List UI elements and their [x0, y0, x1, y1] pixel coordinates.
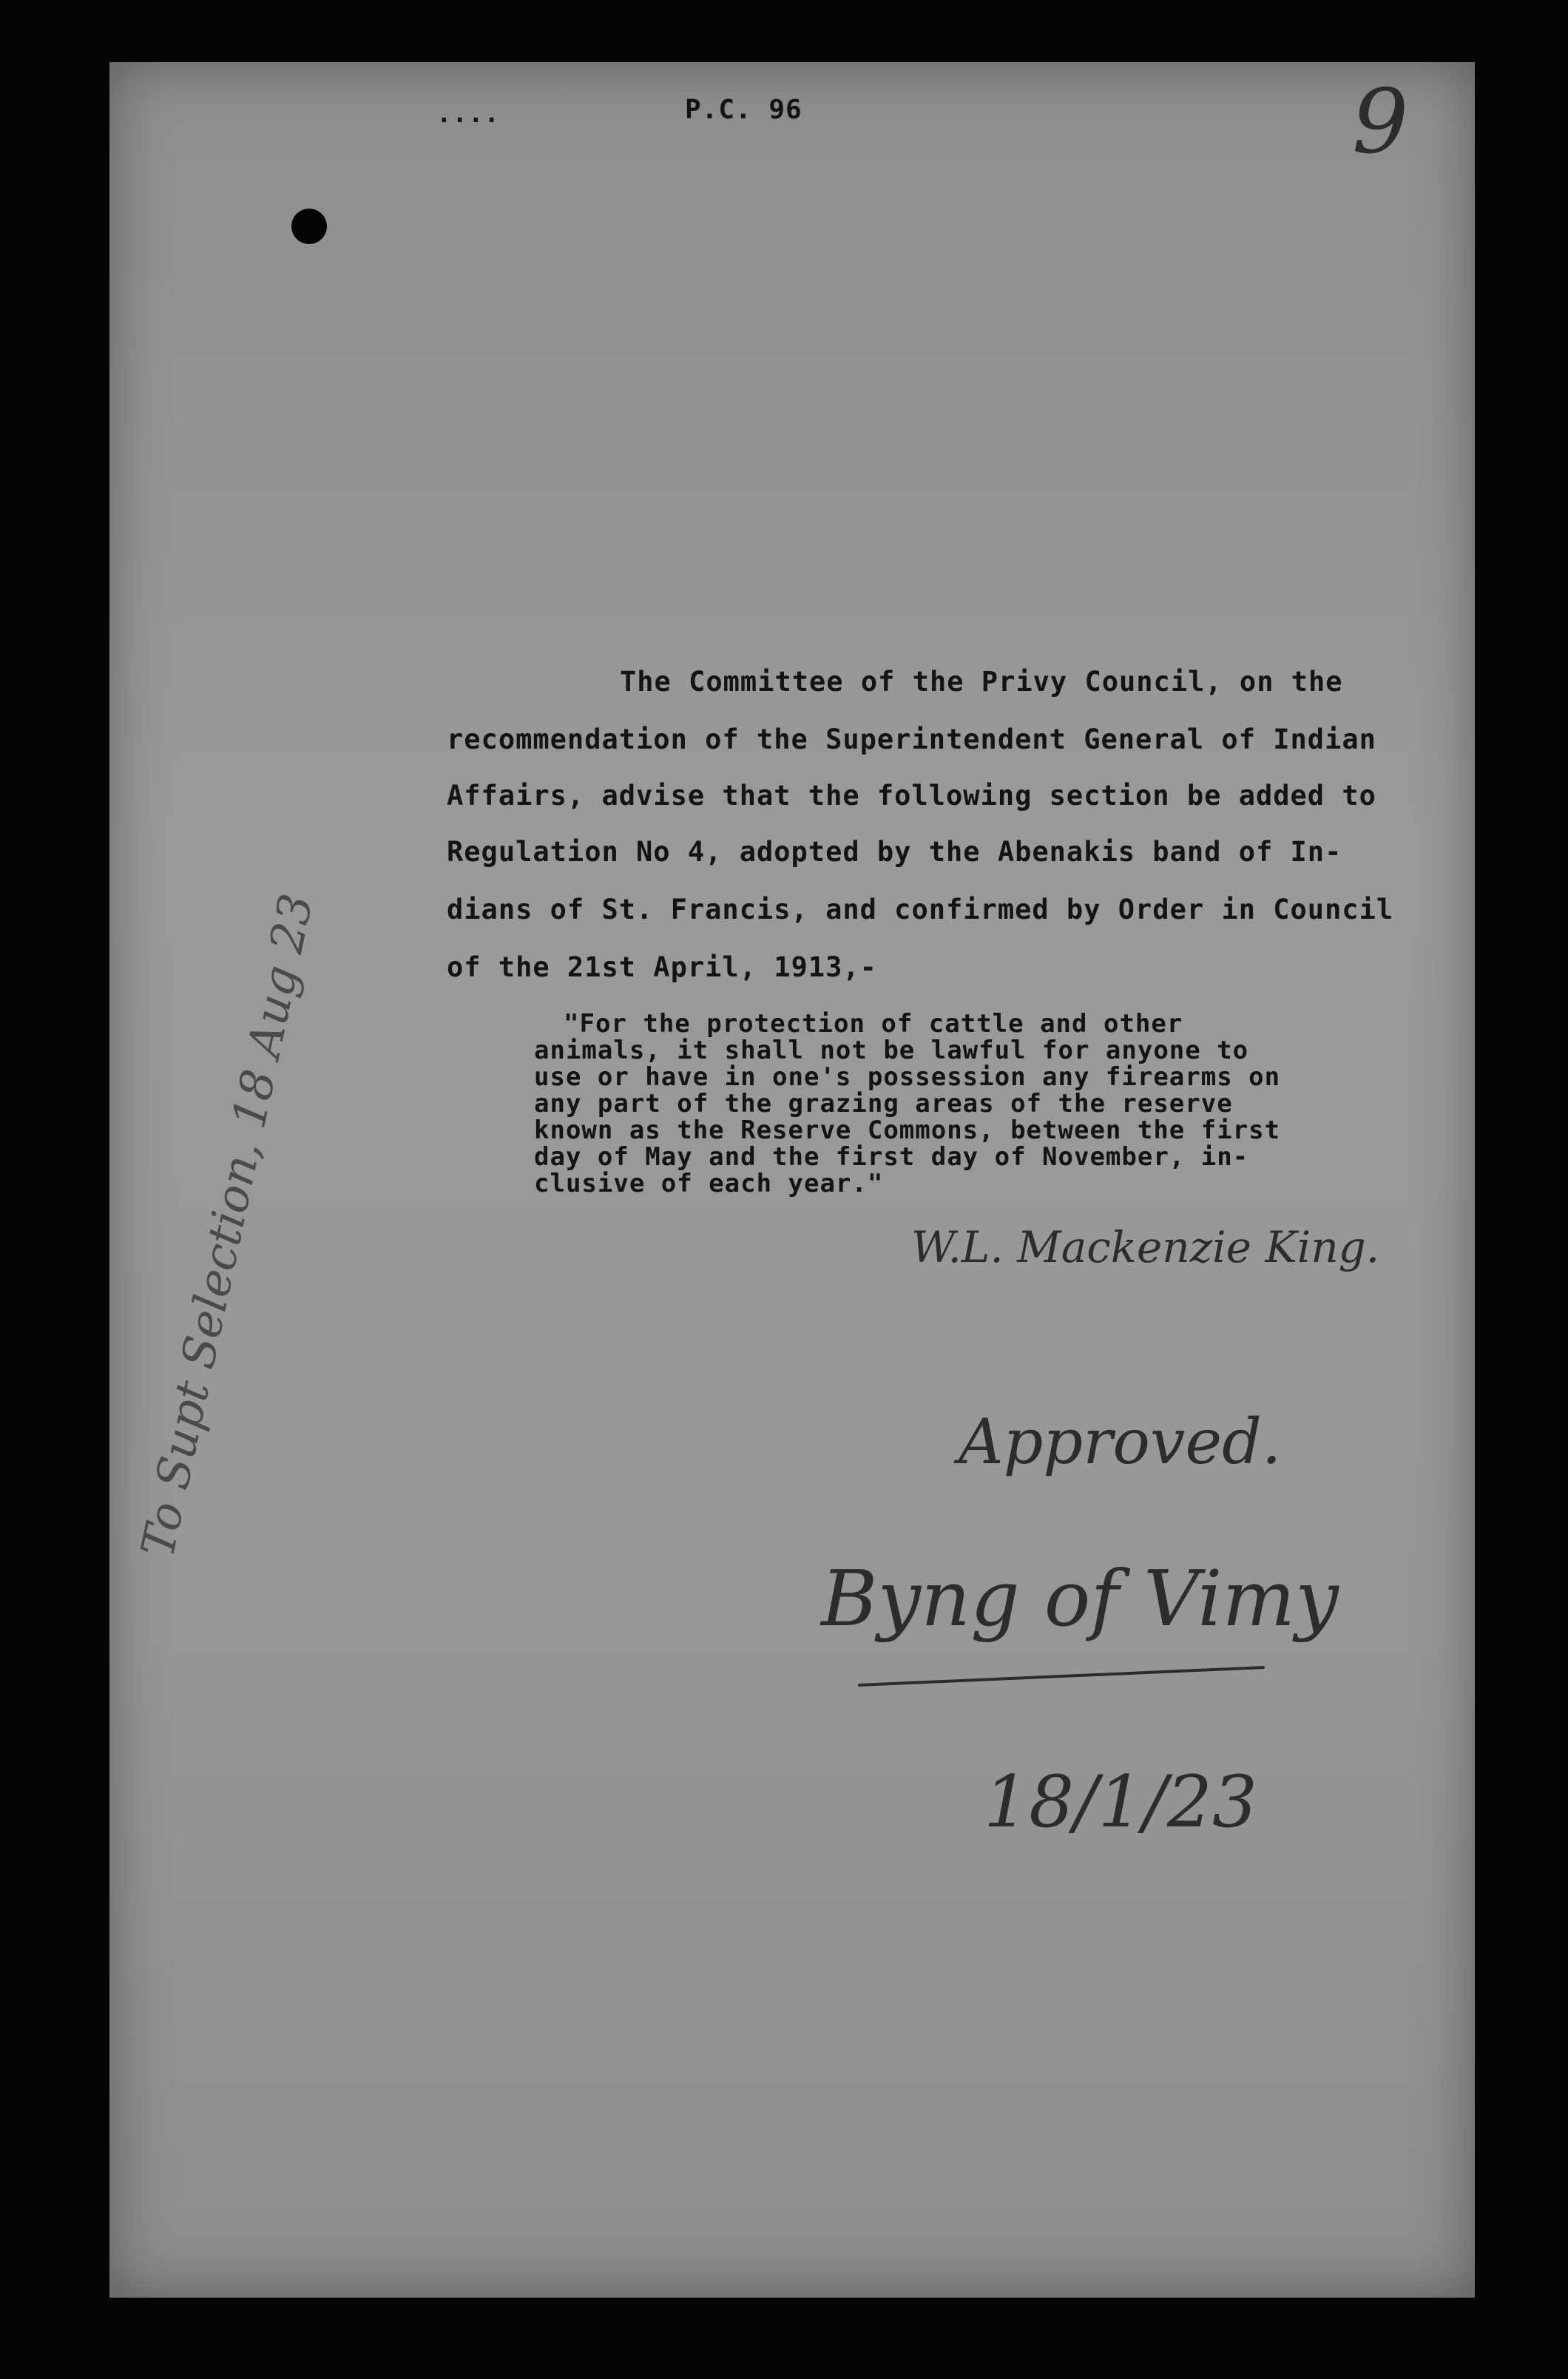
- punch-hole: [291, 209, 327, 244]
- file-number: P.C. 96: [685, 95, 802, 125]
- quote-line: animals, it shall not be lawful for anyone to: [534, 1036, 1249, 1065]
- quote-line: any part of the grazing areas of the reserve: [534, 1089, 1233, 1118]
- body-line: dians of St. Francis, and confirmed by Order in Council: [447, 894, 1394, 925]
- body-line: Affairs, advise that the following section be added to: [447, 780, 1376, 811]
- body-line: Regulation No 4, adopted by the Abenakis band of In-: [447, 836, 1342, 868]
- quote-line: known as the Reserve Commons, between the first: [534, 1116, 1281, 1145]
- quote-line: "For the protection of cattle and other: [564, 1009, 1183, 1039]
- header-dots: ....: [436, 99, 500, 129]
- quote-line: use or have in one's possession any firearms on: [534, 1062, 1281, 1092]
- quote-line: clusive of each year.": [534, 1169, 884, 1198]
- page-number-handwritten: 9: [1352, 71, 1409, 174]
- body-line: of the 21st April, 1913,-: [447, 951, 877, 983]
- margin-note: To Supt Selection, 18 Aug 23: [130, 889, 324, 1562]
- body-line: recommendation of the Superintendent General of Indian: [447, 723, 1376, 755]
- date-note: 18/1/23: [984, 1761, 1258, 1843]
- quote-line: day of May and the first day of November, in-: [534, 1142, 1249, 1172]
- body-line: The Committee of the Privy Council, on the: [620, 666, 1343, 698]
- minister-signature: W.L. Mackenzie King.: [911, 1222, 1380, 1272]
- approved-note: Approved.: [959, 1406, 1282, 1478]
- governor-signature: Byng of Vimy: [821, 1553, 1339, 1644]
